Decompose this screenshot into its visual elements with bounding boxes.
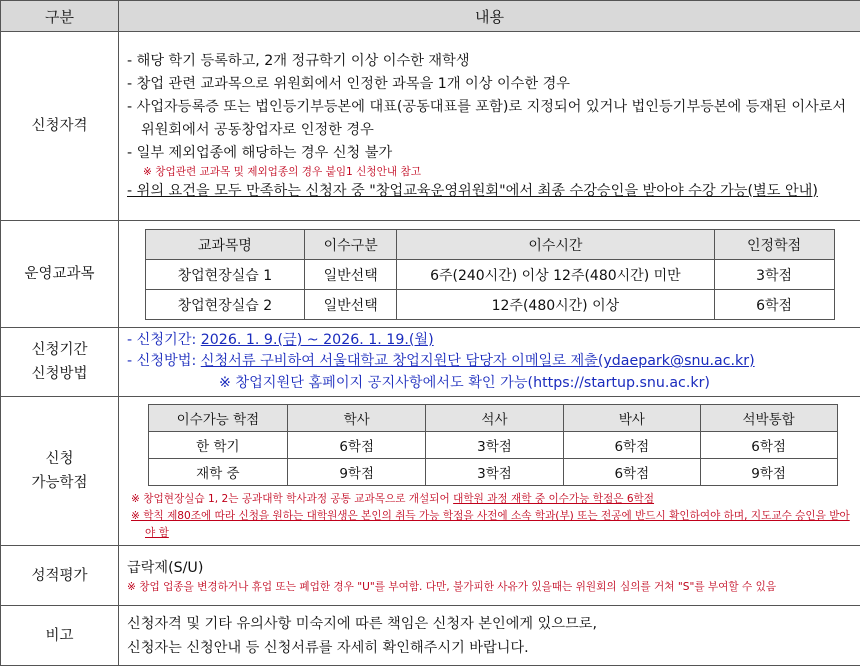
grading-value: 급락제(S/U) xyxy=(127,557,854,580)
credits-header-row xyxy=(148,405,837,432)
period-label xyxy=(1,328,119,397)
courses-header-cell: 이수구분 xyxy=(305,230,397,260)
table-row xyxy=(148,459,837,486)
courses-table xyxy=(145,229,835,320)
method-value: 신청서류 구비하여 서울대학교 창업지원단 담당자 이메일로 제출(ydaepark@snu.ac.kr) xyxy=(201,353,755,369)
table-cell: 3학점 xyxy=(426,432,564,459)
table-cell: 9학점 xyxy=(700,459,837,486)
eligibility-item: - 창업 관련 교과목으로 위원회에서 인정한 과목을 1개 이상 이수한 경우 xyxy=(127,73,854,96)
courses-content xyxy=(119,221,860,328)
credits-table xyxy=(148,404,838,486)
courses-header-row xyxy=(145,230,834,260)
period-content xyxy=(119,328,860,397)
eligibility-item: - 해당 학기 등록하고, 2개 정규학기 이상 이수한 재학생 xyxy=(127,50,854,73)
grading-content xyxy=(119,546,860,606)
grading-note: ※ 창업 업종을 변경하거나 휴업 또는 폐업한 경우 "U"를 부여함. 다만, 불가피한 사유가 있을때는 위원회의 심의를 거쳐 "S"를 부여할 수 있음 xyxy=(127,580,854,595)
header-row xyxy=(1,1,860,32)
courses-header-cell: 교과목명 xyxy=(145,230,305,260)
credits-label-2: 가능학점 xyxy=(1,471,118,495)
table-cell: 6학점 xyxy=(288,432,426,459)
eligibility-item: - 사업자등록증 또는 법인등기부등본에 대표(공동대표를 포함)로 지정되어 있거나 법인등기부등본에 등재된 이사로서 위원회에서 공동창업자로 인정한 경우 xyxy=(127,96,854,142)
grading-row xyxy=(1,546,860,606)
credits-header-cell: 박사 xyxy=(563,405,700,432)
table-cell: 일반선택 xyxy=(305,290,397,320)
eligibility-content xyxy=(119,32,860,221)
eligibility-row xyxy=(1,32,860,221)
period-prefix: - 신청기간: xyxy=(127,332,201,348)
table-cell: 6학점 xyxy=(700,432,837,459)
table-cell: 재학 중 xyxy=(148,459,288,486)
method-prefix: - 신청방법: xyxy=(127,353,201,369)
courses-label: 운영교과목 xyxy=(1,221,119,328)
table-cell: 창업현장실습 2 xyxy=(145,290,305,320)
grading-label: 성적평가 xyxy=(1,546,119,606)
table-row xyxy=(148,432,837,459)
header-category: 구분 xyxy=(1,1,119,32)
credits-header-cell: 학사 xyxy=(288,405,426,432)
table-cell: 한 학기 xyxy=(148,432,288,459)
credits-content xyxy=(119,397,860,546)
remarks-line: 신청자격 및 기타 유의사항 미숙지에 따른 책임은 신청자 본인에게 있으므로, xyxy=(127,612,854,636)
credits-label xyxy=(1,397,119,546)
table-cell: 9학점 xyxy=(288,459,426,486)
credits-header-cell: 석사 xyxy=(426,405,564,432)
credits-note-1-underlined: 대학원 과정 재학 중 이수가능 학점은 6학점 xyxy=(453,493,654,505)
table-row xyxy=(145,260,834,290)
table-cell: 6주(240시간) 이상 12주(480시간) 미만 xyxy=(397,260,715,290)
courses-row xyxy=(1,221,860,328)
table-cell: 6학점 xyxy=(563,459,700,486)
header-content: 내용 xyxy=(119,1,860,32)
remarks-line: 신청자는 신청안내 등 신청서류를 자세히 확인해주시기 바랍니다. xyxy=(127,636,854,660)
credits-note-1-prefix: ※ 창업현장실습 1, 2는 공과대학 학사과정 공통 교과목으로 개설되어 xyxy=(131,493,453,505)
credits-note-1 xyxy=(131,491,854,508)
courses-header-cell: 이수시간 xyxy=(397,230,715,260)
table-cell: 창업현장실습 1 xyxy=(145,260,305,290)
method-line xyxy=(127,351,854,373)
table-cell: 3학점 xyxy=(714,260,834,290)
table-cell: 6학점 xyxy=(714,290,834,320)
table-row xyxy=(145,290,834,320)
period-label-2: 신청방법 xyxy=(1,362,118,386)
eligibility-note: ※ 창업관련 교과목 및 제외업종의 경우 붙임1 신청안내 참고 xyxy=(127,165,854,180)
period-row xyxy=(1,328,860,397)
table-cell: 12주(480시간) 이상 xyxy=(397,290,715,320)
period-label-1: 신청기간 xyxy=(1,338,118,362)
eligibility-item: - 일부 제외업종에 해당하는 경우 신청 불가 xyxy=(127,142,854,165)
eligibility-label: 신청자격 xyxy=(1,32,119,221)
period-value: 2026. 1. 9.(금) ~ 2026. 1. 19.(월) xyxy=(201,332,434,348)
courses-header-cell: 인정학점 xyxy=(714,230,834,260)
table-cell: 일반선택 xyxy=(305,260,397,290)
period-line xyxy=(127,330,854,352)
eligibility-final-item: - 위의 요건을 모두 만족하는 신청자 중 "창업교육운영위원회"에서 최종 수강승인을 받아야 수강 가능(별도 안내) xyxy=(127,180,854,203)
table-cell: 6학점 xyxy=(563,432,700,459)
credits-note-2: ※ 학칙 제80조에 따라 신청을 원하는 대학원생은 본인의 취득 가능 학점을 사전에 소속 학과(부) 또는 전공에 반드시 확인하여야 하며, 지도교수 승인을 받아야 함 xyxy=(131,508,854,542)
method-note: ※ 창업지원단 홈페이지 공지사항에서도 확인 가능(https://startup.snu.ac.kr) xyxy=(127,373,854,395)
credits-header-cell: 석박통합 xyxy=(700,405,837,432)
credits-row xyxy=(1,397,860,546)
remarks-label: 비고 xyxy=(1,606,119,666)
credits-label-1: 신청 xyxy=(1,447,118,471)
credits-header-cell: 이수가능 학점 xyxy=(148,405,288,432)
table-cell: 3학점 xyxy=(426,459,564,486)
